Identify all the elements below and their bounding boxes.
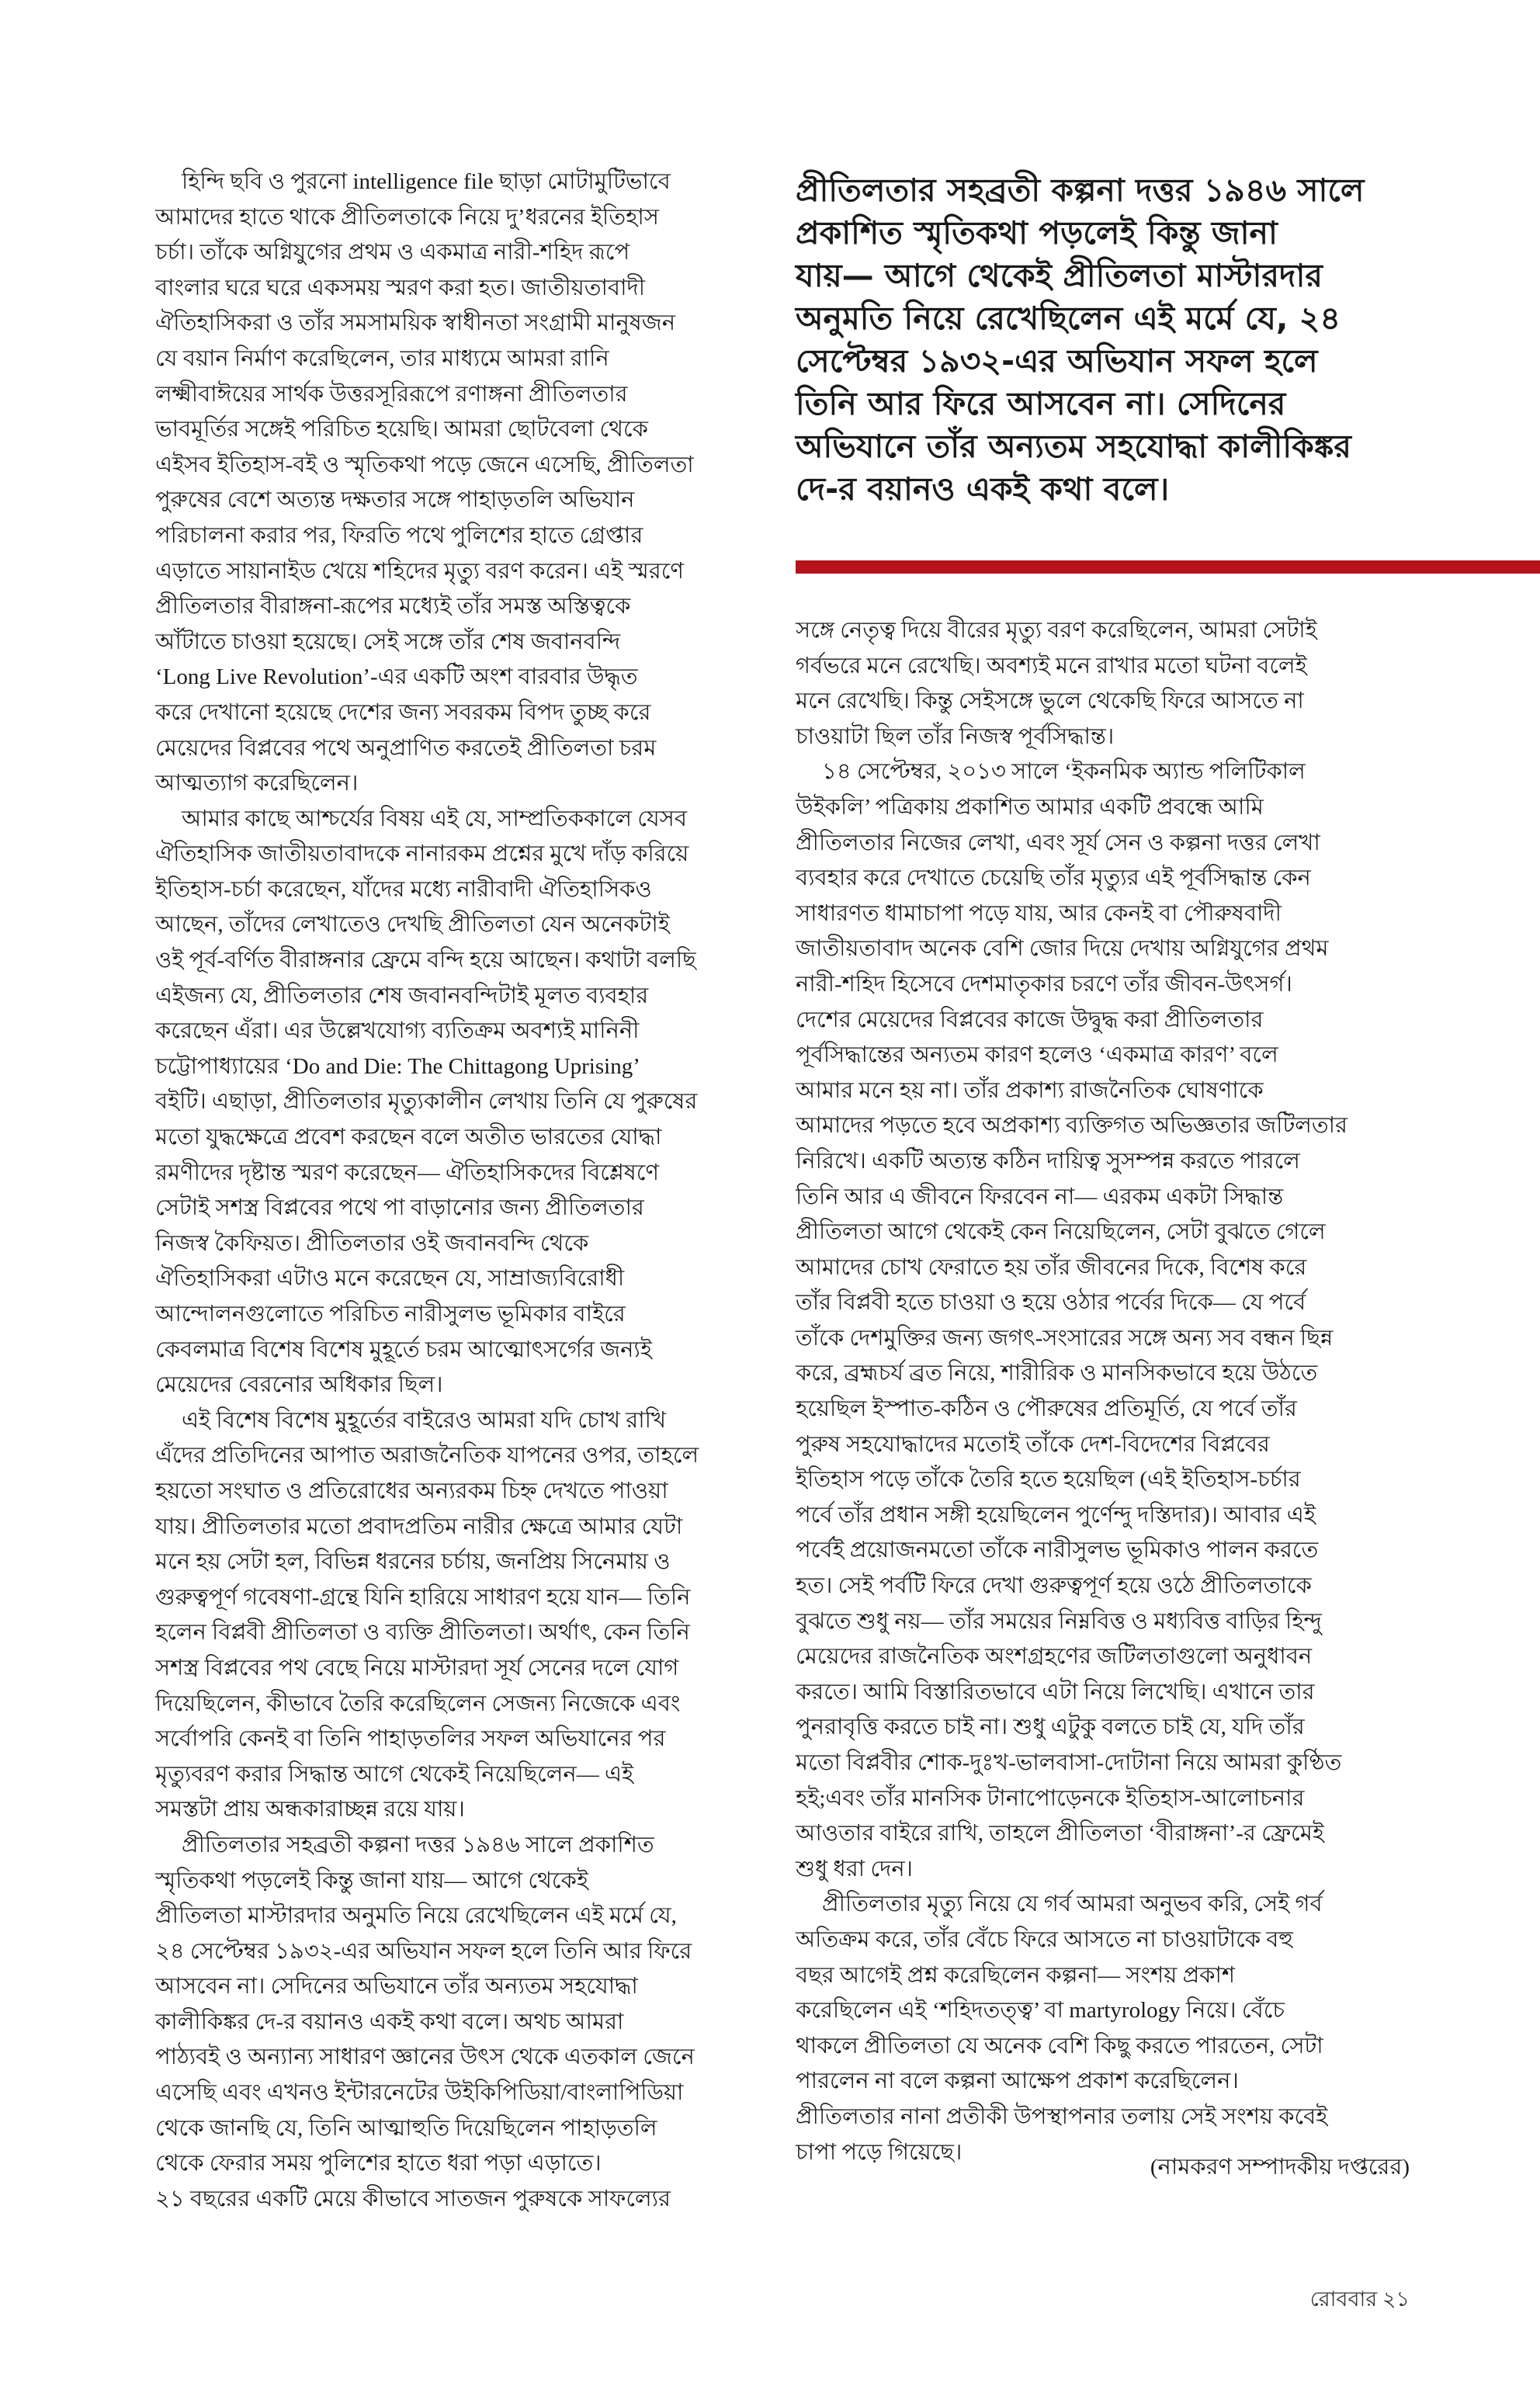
paragraph	[796, 754, 1479, 1887]
paragraph	[155, 802, 730, 1403]
text-line: সঙ্গে নেতৃত্ব দিয়ে বীরের মৃত্যু বরণ করেছিলেন, আমরা সেটাই	[796, 618, 1317, 643]
text-line: মেয়েদের বেরনোর অধিকার ছিল।	[155, 1372, 443, 1398]
text-line: প্রীতিলতার মৃত্যু নিয়ে যে গর্ব আমরা অনুভব করি, সেই গর্ব	[822, 1892, 1323, 1917]
text-line: আমার কাছে আশ্চর্যের বিষয় এই যে, সাম্প্রতিককালে যেসব	[182, 806, 687, 831]
text-line: লক্ষ্মীবাঈয়ের সার্থক উত্তরসূরিরূপে রণাঙ্গনা প্রীতিলতার	[155, 381, 628, 407]
text-line: কালীকিঙ্কর দে-র বয়ানও একই কথা বলে। অথচ আমরা	[155, 2009, 624, 2034]
text-line: মতো যুদ্ধক্ষেত্রে প্রবেশ করছেন বলে অতীত ভারতের যোদ্ধা	[155, 1125, 662, 1150]
text-line: বাংলার ঘরে ঘরে একসময় স্মরণ করা হত। জাতীয়তাবাদী	[155, 275, 646, 300]
text-line: থেকে জানছি যে, তিনি আত্মাহুতি দিয়েছিলেন পাহাড়তলি	[155, 2115, 657, 2141]
text-line: এসেছি এবং এখনও ইন্টারনেটের উইকিপিডিয়া/বাংলাপিডিয়া	[155, 2080, 684, 2106]
text-line: আত্মত্যাগ করেছিলেন।	[155, 771, 359, 796]
text-line: করেছেন এঁরা। এর উল্লেখযোগ্য ব্যতিক্রম অবশ্যই মানিনী	[155, 1018, 640, 1044]
paragraph	[155, 1403, 730, 1828]
text-line: উইকলি’ পত্রিকায় প্রকাশিত আমার একটি প্রবন্ধে আমি	[796, 794, 1264, 820]
text-line: এইজন্য যে, প্রীতিলতার শেষ জবানবন্দিটাই মূলত ব্যবহার	[155, 983, 649, 1008]
text-line: পরিচালনা করার পর, ফিরতি পথে পুলিশের হাতে গ্রেপ্তার	[155, 522, 643, 548]
text-line: করতে। আমি বিস্তারিতভাবে এটা নিয়ে লিখেছি। এখানে তার	[796, 1679, 1315, 1705]
text-line: আসবেন না। সেদিনের অভিযানে তাঁর অন্যতম সহযোদ্ধা	[155, 1974, 638, 1999]
text-line: এই বিশেষ বিশেষ মুহূর্তের বাইরেও আমরা যদি চোখ রাখি	[182, 1407, 667, 1433]
text-line: রমণীদের দৃষ্টান্ত স্মরণ করেছেন— ঐতিহাসিকদের বিশ্লেষণে	[155, 1160, 659, 1185]
text-line: ঐতিহাসিক জাতীয়তাবাদকে নানারকম প্রশ্নের মুখে দাঁড় করিয়ে	[155, 841, 689, 867]
pull-quote-line: দে-র বয়ানও একই কথা বলে।	[796, 470, 1170, 508]
pull-quote-line: অভিযানে তাঁর অন্যতম সহযোদ্ধা কালীকিঙ্কর	[796, 428, 1351, 465]
text-line: পুনরাবৃত্তি করতে চাই না। শুধু এটুকু বলতে চাই যে, যদি তাঁর	[796, 1715, 1305, 1740]
text-line: কেবলমাত্র বিশেষ বিশেষ মুহূর্তে চরম আত্মোৎসর্গের জন্যই	[155, 1337, 652, 1362]
text-line: পুরুষ সহযোদ্ধাদের মতোই তাঁকে দেশ-বিদেশের বিপ্লবের	[796, 1431, 1270, 1457]
text-line: সশস্ত্র বিপ্লবের পথ বেছে নিয়ে মাস্টারদা সূর্য সেনের দলে যোগ	[155, 1655, 679, 1680]
text-line: চর্চা। তাঁকে অগ্নিযুগের প্রথম ও একমাত্র নারী-শহিদ রূপে	[155, 240, 630, 265]
text-line: করে দেখানো হয়েছে দেশের জন্য সবরকম বিপদ তুচ্ছ করে	[155, 699, 651, 725]
text-line: পাঠ্যবই ও অন্যান্য সাধারণ জ্ঞানের উৎস থেকে এতকাল জেনে	[155, 2044, 695, 2070]
text-line: ঐতিহাসিকরা ও তাঁর সমসাময়িক স্বাধীনতা সংগ্রামী মানুষজন	[155, 310, 675, 336]
text-line: প্রীতিলতার সহব্রতী কল্পনা দত্তর ১৯৪৬ সালে প্রকাশিত	[182, 1832, 654, 1857]
pull-quote-line: প্রীতিলতার সহব্রতী কল্পনা দত্তর ১৯৪৬ সালে	[796, 172, 1365, 209]
text-line: নিরিখে। একটি অত্যন্ত কঠিন দায়িত্ব সুসম্পন্ন করতে পারলে	[796, 1148, 1300, 1174]
text-line: আমাদের হাতে থাকে প্রীতিলতাকে নিয়ে দু’ধরনের ইতিহাস	[155, 204, 659, 230]
text-line: আঁটাতে চাওয়া হয়েছে। সেই সঙ্গে তাঁর শেষ জবানবন্দি	[155, 629, 621, 654]
text-line: ইতিহাস-চর্চা করেছেন, যাঁদের মধ্যে নারীবাদী ঐতিহাসিকও	[155, 876, 652, 902]
text-line: মেয়েদের বিপ্লবের পথে অনুপ্রাণিত করতেই প্রীতিলতা চরম	[155, 735, 657, 761]
text-line: দিয়েছিলেন, কীভাবে তৈরি করেছিলেন সেজন্য নিজেকে এবং	[155, 1691, 681, 1716]
text-line: তাঁকে দেশমুক্তির জন্য জগৎ-সংসারের সঙ্গে অন্য সব বন্ধন ছিন্ন	[796, 1325, 1334, 1351]
text-line: পর্বেই প্রয়োজনমতো তাঁকে নারীসুলভ ভূমিকাও পালন করতে	[796, 1538, 1319, 1563]
pull-quote-line: প্রকাশিত স্মৃতিকথা পড়লেই কিন্তু জানা	[796, 214, 1278, 251]
text-line: ‘Long Live Revolution’-এর একটি অংশ বারবার উদ্ধৃত	[155, 664, 638, 690]
text-line: ব্যবহার করে দেখাতে চেয়েছি তাঁর মৃত্যুর এই পূর্বসিদ্ধান্ত কেন	[796, 865, 1311, 891]
text-line: সেটাই সশস্ত্র বিপ্লবের পথে পা বাড়ানোর জন্য প্রীতিলতার	[155, 1195, 644, 1221]
text-line: হয়তো সংঘাত ও প্রতিরোধের অন্যরকম চিহ্ন দেখতে পাওয়া	[155, 1478, 668, 1503]
text-line: এড়াতে সায়ানাইড খেয়ে শহিদের মৃত্যু বরণ করেন। এই স্মরণে	[155, 558, 684, 584]
text-line: তিনি আর এ জীবনে ফিরবেন না— এরকম একটা সিদ্ধান্ত	[796, 1184, 1284, 1209]
text-line: নিজস্ব কৈফিয়ত। প্রীতিলতার ওই জবানবন্দি থেকে	[155, 1230, 589, 1256]
text-line: মৃত্যুবরণ করার সিদ্ধান্ত আগে থেকেই নিয়েছিলেন— এই	[155, 1761, 634, 1787]
text-line: আন্দোলনগুলোতে পরিচিত নারীসুলভ ভূমিকার বাইরে	[155, 1302, 626, 1327]
text-line: চট্টোপাধ্যায়ের ‘Do and Die: The Chittagong Uprising’	[155, 1053, 640, 1079]
text-line: পুরুষের বেশে অত্যন্ত দক্ষতার সঙ্গে পাহাড়তলি অভিযান	[155, 487, 635, 513]
text-line: হই;এবং তাঁর মানসিক টানাপোড়েনকে ইতিহাস-আলোচনার	[796, 1785, 1305, 1811]
text-line: আওতার বাইরে রাখি, তাহলে প্রীতিলতা ‘বীরাঙ্গনা’-র ফ্রেমেই	[796, 1821, 1324, 1847]
text-line: আমাদের চোখ ফেরাতে হয় তাঁর জীবনের দিকে, বিশেষ করে	[796, 1254, 1307, 1280]
text-line: বইটি। এছাড়া, প্রীতিলতার মৃত্যুকালীন লেখায় তিনি যে পুরুষের	[155, 1089, 698, 1115]
text-line: সমস্তটা প্রায় অন্ধকারাচ্ছন্ন রয়ে যায়।	[155, 1797, 465, 1822]
text-line: প্রীতিলতা আগে থেকেই কেন নিয়েছিলেন, সেটা বুঝতে গেলে	[796, 1219, 1326, 1245]
article-right-column	[796, 613, 1479, 2170]
paragraph	[155, 1828, 730, 2218]
pull-quote-line: সেপ্টেম্বর ১৯৩২-এর অভিযান সফল হলে	[796, 342, 1318, 380]
article-left-column	[155, 165, 730, 2217]
text-line: স্মৃতিকথা পড়লেই কিন্তু জানা যায়— আগে থেকেই	[155, 1868, 588, 1893]
text-line: পর্বে তাঁর প্রধান সঙ্গী হয়েছিলেন পুর্ণেন্দু দস্তিদার)। আবার এই	[796, 1502, 1316, 1528]
pull-quote-divider	[796, 560, 1540, 574]
text-line: বছর আগেই প্রশ্ন করেছিলেন কল্পনা— সংশয় প্রকাশ	[796, 1962, 1236, 1988]
paragraph	[796, 1887, 1479, 2170]
text-line: সাধারণত ধামাচাপা পড়ে যায়, আর কেনই বা পৌরুষবাদী	[796, 900, 1282, 926]
page-folio: রোববার ২১	[1309, 2287, 1410, 2311]
text-line: ১৪ সেপ্টেম্বর, ২০১৩ সালে ‘ইকনমিক অ্যান্ড পলিটিকাল	[822, 759, 1306, 785]
text-line: তাঁর বিপ্লবী হতে চাওয়া ও হয়ে ওঠার পর্বের দিকে— যে পর্বে	[796, 1290, 1306, 1316]
text-line: মতো বিপ্লবীর শোক-দুঃখ-ভালবাসা-দোটানা নিয়ে আমরা কুণ্ঠিত	[796, 1750, 1342, 1775]
text-line: দেশের মেয়েদের বিপ্লবের কাজে উদ্বুদ্ধ করা প্রীতিলতার	[796, 1007, 1264, 1032]
text-line: থাকলে প্রীতিলতা যে অনেক বেশি কিছু করতে পারতেন, সেটা	[796, 2033, 1323, 2058]
text-line: মেয়েদের রাজনৈতিক অংশগ্রহণের জটিলতাগুলো অনুধাবন	[796, 1644, 1313, 1670]
text-line: মনে হয় সেটা হল, বিভিন্ন ধরনের চর্চায়, জনপ্রিয় সিনেমায় ও	[155, 1549, 671, 1575]
text-line: ২৪ সেপ্টেম্বর ১৯৩২-এর অভিযান সফল হলে তিনি আর ফিরে	[155, 1938, 692, 1964]
text-line: করেছিলেন এই ‘শহিদতত্ত্ব’ বা martyrology নিয়ে। বেঁচে	[796, 1998, 1285, 2024]
text-line: ইতিহাস পড়ে তাঁকে তৈরি হতে হয়েছিল (এই ইতিহাস-চর্চার	[796, 1467, 1301, 1493]
text-line: সর্বোপরি কেনই বা তিনি পাহাড়তলির সফল অভিযানের পর	[155, 1726, 666, 1752]
text-line: আমাদের পড়তে হবে অপ্রকাশ্য ব্যক্তিগত অভিজ্ঞতার জটিলতার	[796, 1113, 1348, 1139]
text-line: হয়েছিল ইস্পাত-কঠিন ও পৌরুষের প্রতিমূর্তি, যে পর্বে তাঁর	[796, 1396, 1297, 1422]
text-line: গর্বভরে মনে রেখেছি। অবশ্যই মনে রাখার মতো ঘটনা বলেই	[796, 653, 1307, 678]
text-line: ২১ বছরের একটি মেয়ে কীভাবে সাতজন পুরুষকে সাফল্যের	[155, 2186, 671, 2211]
paragraph	[155, 165, 730, 802]
pull-quote	[796, 169, 1494, 511]
text-line: মনে রেখেছি। কিন্তু সেইসঙ্গে ভুলে থেকেছি ফিরে আসতে না	[796, 688, 1304, 714]
text-line: গুরুত্বপূর্ণ গবেষণা-গ্রন্থে যিনি হারিয়ে সাধারণ হয়ে যান— তিনি	[155, 1584, 691, 1610]
pull-quote-line: যায়— আগে থেকেই প্রীতিলতা মাস্টারদার	[796, 257, 1323, 294]
text-line: প্রীতিলতার নানা প্রতীকী উপস্থাপনার তলায় সেই সংশয় কবেই	[796, 2103, 1328, 2129]
text-line: শুধু ধরা দেন।	[796, 1856, 914, 1881]
text-line: প্রীতিলতার বীরাঙ্গনা-রূপের মধ্যেই তাঁর সমস্ত অস্তিত্বকে	[155, 594, 631, 619]
text-line: যায়। প্রীতিলতার মতো প্রবাদপ্রতিম নারীর ক্ষেত্রে আমার যেটা	[155, 1514, 683, 1539]
text-line: জাতীয়তাবাদ অনেক বেশি জোর দিয়ে দেখায় অগ্নিযুগের প্রথম	[796, 936, 1329, 962]
text-line: চাপা পড়ে গিয়েছে।	[796, 2139, 962, 2165]
text-line: আছেন, তাঁদের লেখাতেও দেখছি প্রীতিলতা যেন অনেকটাই	[155, 912, 670, 938]
text-line: প্রীতিলতার নিজের লেখা, এবং সূর্য সেন ও কল্পনা দত্তর লেখা	[796, 830, 1320, 855]
text-line: ওই পূর্ব-বর্ণিত বীরাঙ্গনার ফ্রেমে বন্দি হয়ে আছেন। কথাটা বলছি	[155, 948, 696, 973]
text-line: পূর্বসিদ্ধান্তের অন্যতম কারণ হলেও ‘একমাত্র কারণ’ বলে	[796, 1042, 1278, 1068]
text-line: এঁদের প্রতিদিনের আপাত অরাজনৈতিক যাপনের ওপর, তাহলে	[155, 1443, 699, 1469]
text-line: বুঝতে শুধু নয়— তাঁর সময়ের নিম্নবিত্ত ও মধ্যবিত্ত বাড়ির হিন্দু	[796, 1608, 1322, 1634]
text-line: করে, ব্রহ্মচর্য ব্রত নিয়ে, শারীরিক ও মানসিকভাবে হয়ে উঠতে	[796, 1361, 1318, 1386]
text-line: ভাবমূর্তির সঙ্গেই পরিচিত হয়েছি। আমরা ছোটবেলা থেকে	[155, 417, 648, 442]
text-line: চাওয়াটা ছিল তাঁর নিজস্ব পূর্বসিদ্ধান্ত।	[796, 723, 1115, 749]
text-line: এইসব ইতিহাস-বই ও স্মৃতিকথা পড়ে জেনে এসেছি, প্রীতিলতা	[155, 452, 694, 477]
text-line: নারী-শহিদ হিসেবে দেশমাতৃকার চরণে তাঁর জীবন-উৎসর্গ।	[796, 971, 1292, 997]
title-credit: (নামকরণ সম্পাদকীয় দপ্তরের)	[1150, 2155, 1410, 2180]
pull-quote-line: তিনি আর ফিরে আসবেন না। সেদিনের	[796, 385, 1286, 422]
text-line: অতিক্রম করে, তাঁর বেঁচে ফিরে আসতে না চাওয়াটাকে বহু	[796, 1927, 1293, 1952]
text-line: হত। সেই পর্বটি ফিরে দেখা গুরুত্বপূর্ণ হয়ে ওঠে প্রীতিলতাকে	[796, 1573, 1312, 1599]
text-line: প্রীতিলতা মাস্টারদার অনুমতি নিয়ে রেখেছিলেন এই মর্মে যে,	[155, 1903, 677, 1929]
text-line: থেকে ফেরার সময় পুলিশের হাতে ধরা পড়া এড়াতে।	[155, 2151, 602, 2176]
text-line: পারলেন না বলে কল্পনা আক্ষেপ প্রকাশ করেছিলেন।	[796, 2069, 1239, 2094]
pull-quote-line: অনুমতি নিয়ে রেখেছিলেন এই মর্মে যে, ২৪	[796, 300, 1341, 337]
text-line: হিন্দি ছবি ও পুরনো intelligence file ছাড়া মোটামুটিভাবে	[182, 169, 671, 194]
text-line: আমার মনে হয় না। তাঁর প্রকাশ্য রাজনৈতিক ঘোষণাকে	[796, 1077, 1264, 1103]
text-line: হলেন বিপ্লবী প্রীতিলতা ও ব্যক্তি প্রীতিলতা। অর্থাৎ, কেন তিনি	[155, 1620, 690, 1646]
text-line: ঐতিহাসিকরা এটাও মনে করেছেন যে, সাম্রাজ্যবিরোধী	[155, 1266, 625, 1292]
paragraph	[796, 613, 1479, 754]
text-line: যে বয়ান নির্মাণ করেছিলেন, তার মাধ্যমে আমরা রানি	[155, 345, 609, 371]
